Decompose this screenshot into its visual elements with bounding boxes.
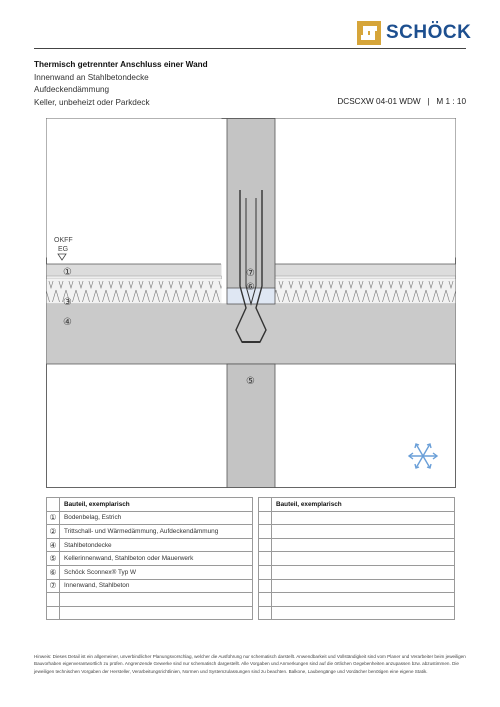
legend-row: ⑥ Schöck Sconnex® Typ W <box>47 565 253 579</box>
legend-row: ⑤ Kellerinnenwand, Stahlbeton oder Mauerwerk <box>47 552 253 566</box>
footnote: Hinweis: Dieses Detail ist ein allgemeiner, unverbindlicher Planungsvorschlag, welcher die Ausführung nur schematisch darstellt. Anwendbarkeit und Vollständigkeit sind vom Planer und Verarbeiter beim jeweiligen Bauvorhaben eigenverantwortlich zu prüfen. Angrenzende Gewerke sind nur schematisch dargestellt. Alle Vorgaben und Anmerkungen sind auf die örtlichen Gegebenheiten anzupassen bzw. abzustimmen. Die jeweiligen technischen Vorgaben der Hersteller, Verarbeitungsrichtlinien, Normen und Systemzulassungen sind zu beachten. Balkone, Laubengänge und Vordächer benötigen eine eigene Statik. <box>34 654 466 674</box>
legend-header-row <box>47 498 253 512</box>
legend-header-row <box>259 498 455 512</box>
legend-left-header: Bauteil, exemplarisch <box>60 498 253 512</box>
subtitle-line-1: Innenwand an Stahlbetondecke <box>34 72 149 82</box>
page-title: Thermisch getrennter Anschluss einer Wand <box>34 60 208 69</box>
concrete-slab <box>47 304 456 364</box>
section-drawing <box>46 118 456 488</box>
room-upper-right <box>275 119 456 258</box>
header-divider <box>34 48 466 49</box>
okff-label: OKFF <box>54 237 73 244</box>
legend-row <box>47 593 253 607</box>
legend-table-left <box>46 497 253 620</box>
legend-row: ⑦ Innenwand, Stahlbeton <box>47 579 253 593</box>
legend-row: ② Trittschall- und Wärmedämmung, Aufdeckendämmung <box>47 525 253 539</box>
upper-inner-wall <box>227 119 275 289</box>
callout-7: ⑦ <box>246 268 255 279</box>
callout-5: ⑤ <box>246 376 255 387</box>
room-upper-left <box>47 119 222 258</box>
callout-4: ④ <box>63 317 72 328</box>
legend-row: ① Bodenbelag, Estrich <box>47 511 253 525</box>
callout-3: ③ <box>63 297 72 308</box>
callout-6: ⑥ <box>246 282 255 293</box>
schoeck-logo <box>357 20 477 46</box>
drawing-code-scale: DCSCXW 04-01 WDW | M 1 : 10 <box>337 97 466 106</box>
subtitle-line-3: Keller, unbeheizt oder Parkdeck <box>34 97 150 107</box>
legend-right-header: Bauteil, exemplarisch <box>272 498 455 512</box>
legend-table-right <box>258 497 455 620</box>
brand-name: SCHÖCK <box>386 22 472 43</box>
legend-row: ④ Stahlbetondecke <box>47 538 253 552</box>
eg-label: EG <box>58 246 69 253</box>
legend-row <box>47 606 253 620</box>
subtitle-line-2: Aufdeckendämmung <box>34 85 110 94</box>
schoeck-logo-icon <box>357 21 381 45</box>
callout-1: ① <box>63 267 72 278</box>
